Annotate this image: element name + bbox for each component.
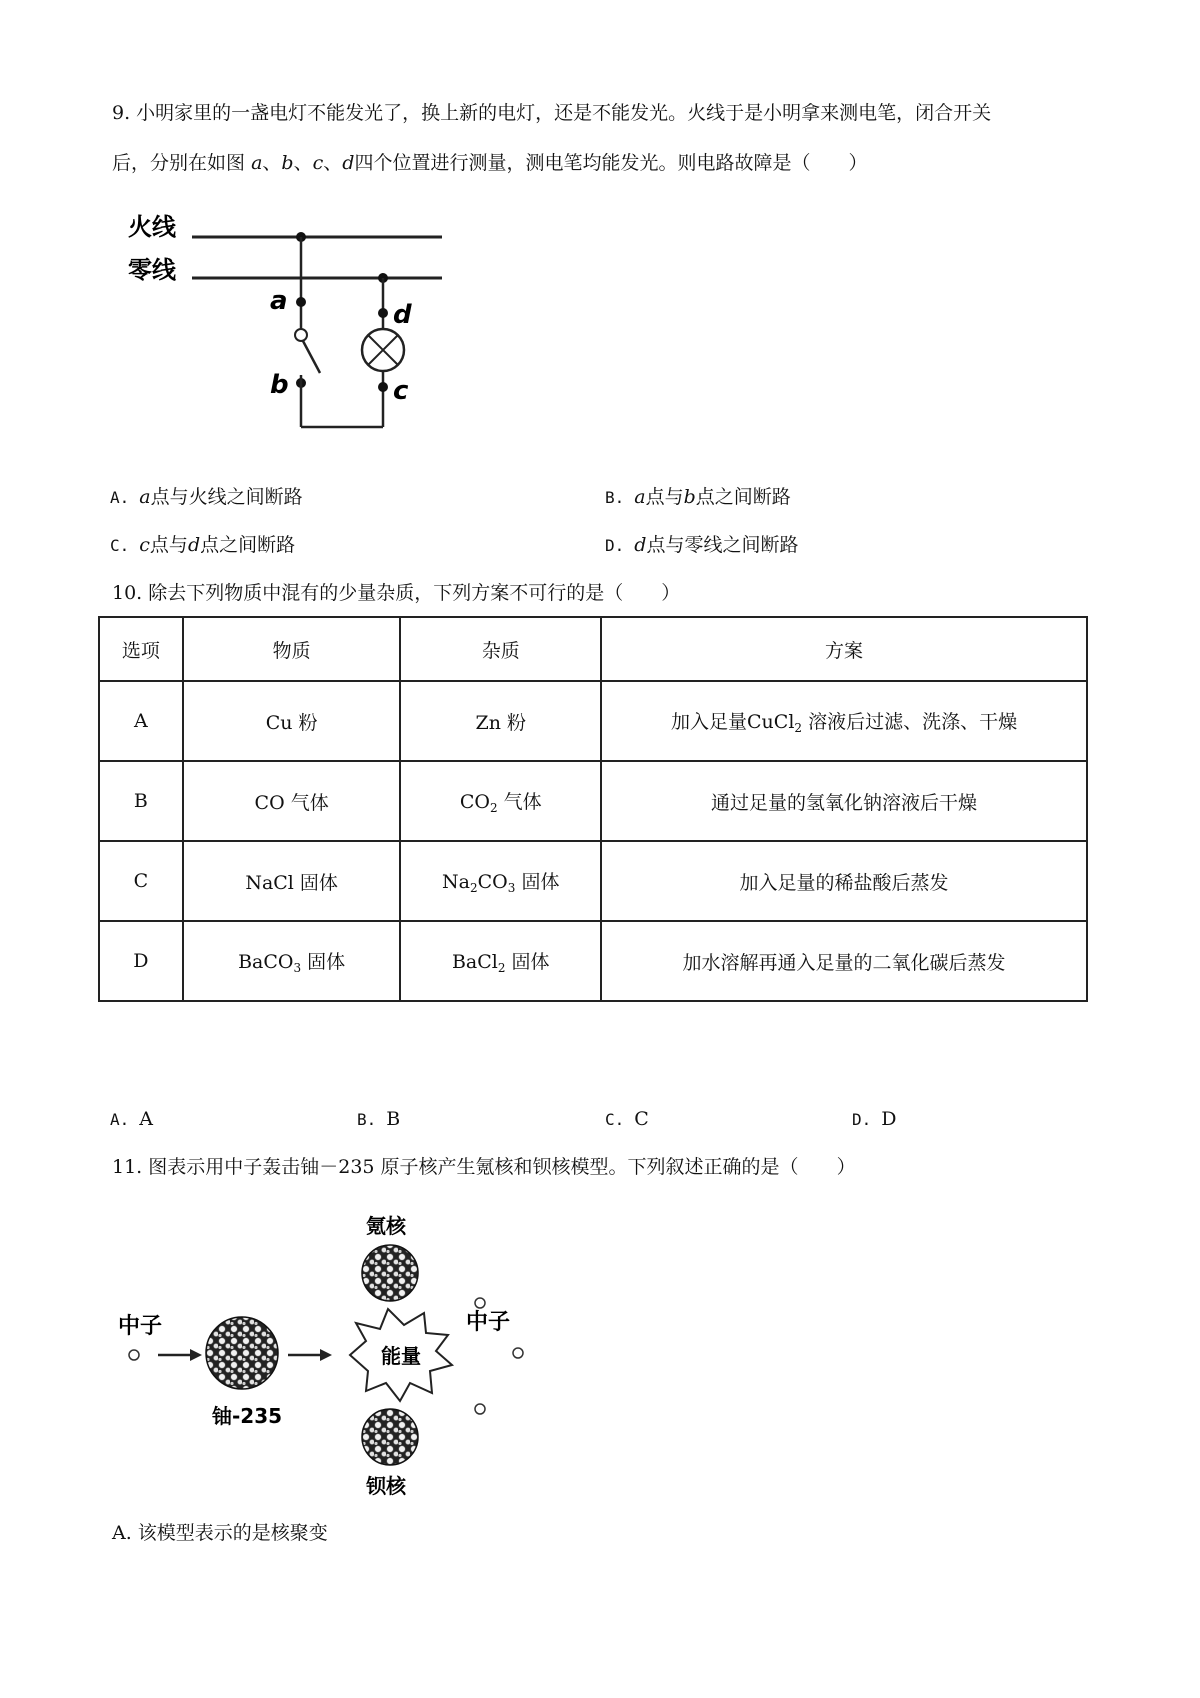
point-d-label: d — [393, 300, 412, 330]
q9-option-c-var2: d — [187, 534, 201, 556]
krypton-label: 氪核 — [366, 1214, 406, 1238]
row-a-plan-tail: 溶液后过滤、洗涤、干燥 — [802, 711, 1018, 733]
row-a-plan — [601, 681, 1087, 761]
table-header-row — [99, 617, 1087, 681]
q9-option-b-var2: b — [683, 486, 696, 508]
q9-point-a-var: a — [251, 152, 263, 174]
row-a-impurity-tail: 粉 — [500, 711, 526, 734]
row-d-substance-tail: 固体 — [301, 951, 346, 973]
uranium-nucleus — [206, 1317, 278, 1389]
q9-option-a-key: A. — [110, 488, 130, 507]
q9-option-c-text: 点之间断路 — [200, 534, 296, 556]
q9-option-b[interactable] — [605, 484, 791, 511]
neutron-right-1 — [475, 1298, 485, 1308]
q9-option-a-var: a — [139, 486, 151, 508]
row-b-substance-tail: 气体 — [284, 791, 329, 814]
neutron-right-3 — [475, 1404, 485, 1414]
row-b-impurity-sub: 2 — [489, 801, 498, 815]
q9-option-b-mid: 点与 — [645, 486, 684, 508]
q9-option-c-mid: 点与 — [149, 534, 188, 556]
neutral-wire-label: 零线 — [128, 256, 176, 284]
row-d-impurity-tail: 固体 — [505, 951, 550, 973]
row-a-substance-tail: 粉 — [292, 711, 318, 734]
q9-option-a[interactable] — [110, 484, 303, 511]
table-row — [99, 761, 1087, 841]
row-a-impurity-formula: Zn — [475, 711, 501, 734]
q10-option-a[interactable] — [110, 1106, 153, 1133]
energy-label: 能量 — [381, 1344, 421, 1368]
q9-stem-line1: 9. 小明家里的一盏电灯不能发光了，换上新的电灯，还是不能发光。火线于是小明拿来测电笔，闭合开关 — [112, 102, 992, 124]
table-row — [99, 681, 1087, 761]
row-c-substance-formula: NaCl — [245, 871, 294, 894]
row-c-impurity-formula2: CO — [477, 871, 508, 893]
q9-stem-line2-a: 后，分别在如图 — [112, 152, 246, 174]
row-c-substance — [183, 841, 401, 921]
q9-option-b-text: 点之间断路 — [695, 486, 791, 508]
q10-stem: 10. 除去下列物质中混有的少量杂质，下列方案不可行的是（ ） — [112, 582, 681, 604]
q10-option-c-text: C — [634, 1108, 649, 1130]
point-c-label: c — [393, 376, 409, 406]
q9-stem-line2: 后，分别在如图 a、b、c、d四个位置进行测量，测电笔均能发光。则电路故障是（ ） — [112, 152, 868, 174]
q10-option-a-key: A. — [110, 1110, 130, 1129]
q10-option-d-key: D. — [852, 1110, 872, 1129]
q9-option-c[interactable] — [110, 532, 295, 559]
row-a-option: A — [99, 681, 183, 761]
q10-option-b-text: B — [386, 1108, 401, 1130]
row-c-impurity-sub: 2 — [470, 881, 478, 895]
row-d-impurity — [400, 921, 601, 1001]
q9-point-d-var: d — [342, 152, 355, 174]
row-d-substance — [183, 921, 401, 1001]
barium-label: 钡核 — [366, 1474, 406, 1498]
q9-stem-line2-b: 四个位置进行测量，测电笔均能发光。则电路故障是（ ） — [354, 152, 868, 174]
barium-nucleus — [362, 1409, 418, 1465]
q10-option-b-key: B. — [357, 1110, 377, 1129]
uranium-label: 铀-235 — [212, 1404, 283, 1428]
q10-option-b[interactable] — [357, 1106, 400, 1133]
point-c-dot — [378, 382, 388, 392]
circuit-diagram — [120, 205, 460, 455]
row-b-plan: 通过足量的氢氧化钠溶液后干燥 — [601, 761, 1087, 841]
q10-option-a-text: A — [139, 1108, 153, 1130]
row-b-impurity-tail: 气体 — [497, 791, 542, 813]
row-d-impurity-formula: BaCl — [451, 951, 498, 973]
row-a-substance — [183, 681, 401, 761]
q9-option-b-key: B. — [605, 488, 625, 507]
point-a-label: a — [270, 286, 288, 316]
header-impurity: 杂质 — [400, 617, 601, 681]
neutron-right-2 — [513, 1348, 523, 1358]
row-b-impurity — [400, 761, 601, 841]
neutron-left — [129, 1350, 139, 1360]
q9-option-b-var: a — [634, 486, 646, 508]
row-c-impurity-formula: Na — [442, 871, 470, 893]
q10-option-c-key: C. — [605, 1110, 625, 1129]
point-d-dot — [378, 308, 388, 318]
row-c-impurity-tail: 固体 — [515, 871, 560, 893]
row-b-option: B — [99, 761, 183, 841]
row-a-substance-formula: Cu — [265, 711, 293, 734]
q10-option-d-text: D — [881, 1108, 897, 1130]
q9-option-d[interactable] — [605, 532, 798, 559]
q9-option-c-key: C. — [110, 536, 130, 555]
row-d-impurity-sub: 2 — [497, 961, 506, 975]
q9-option-d-var: d — [634, 534, 647, 556]
row-b-substance-formula: CO — [254, 791, 285, 814]
point-b-label: b — [270, 370, 289, 400]
q11-stem: 11. 图表示用中子轰击铀－235 原子核产生氪核和钡核模型。下列叙述正确的是（ ） — [112, 1156, 856, 1178]
row-d-substance-formula: BaCO — [238, 951, 294, 973]
q9-point-b-var: b — [281, 152, 294, 174]
table-row — [99, 841, 1087, 921]
q9-option-d-key: D. — [605, 536, 625, 555]
row-c-option: C — [99, 841, 183, 921]
row-b-impurity-formula: CO — [459, 791, 490, 813]
row-c-impurity-sub2: 3 — [507, 881, 516, 895]
header-option: 选项 — [99, 617, 183, 681]
fission-diagram — [110, 1205, 550, 1505]
neutron-right-label: 中子 — [466, 1310, 511, 1335]
header-plan: 方案 — [601, 617, 1087, 681]
switch-blade — [303, 341, 320, 373]
row-a-impurity — [400, 681, 601, 761]
row-c-plan: 加入足量的稀盐酸后蒸发 — [601, 841, 1087, 921]
row-d-plan: 加水溶解再通入足量的二氧化碳后蒸发 — [601, 921, 1087, 1001]
q10-option-d[interactable] — [852, 1106, 897, 1133]
arrow-outgoing-head — [320, 1349, 332, 1361]
krypton-nucleus — [362, 1245, 418, 1301]
row-d-option: D — [99, 921, 183, 1001]
row-a-plan-chem: CuCl — [747, 711, 795, 733]
q9-option-d-text: 点与零线之间断路 — [646, 534, 799, 556]
arrow-incoming-head — [190, 1349, 202, 1361]
q10-table — [98, 616, 1088, 1002]
header-substance: 物质 — [183, 617, 401, 681]
row-a-plan-sub: 2 — [794, 721, 803, 735]
live-wire-label: 火线 — [128, 213, 176, 241]
q9-option-c-var: c — [139, 534, 150, 556]
q9-point-c-var: c — [312, 152, 324, 174]
q9-option-a-text: 点与火线之间断路 — [150, 486, 303, 508]
q11-option-a[interactable]: A. 该模型表示的是核聚变 — [112, 1522, 328, 1544]
table-row — [99, 921, 1087, 1001]
neutron-left-label: 中子 — [118, 1314, 163, 1339]
switch-pivot — [295, 329, 307, 341]
row-a-plan-head: 加入足量 — [671, 711, 748, 733]
row-c-impurity — [400, 841, 601, 921]
row-c-substance-tail: 固体 — [293, 871, 338, 894]
point-a-dot — [296, 297, 306, 307]
q10-option-c[interactable] — [605, 1106, 649, 1133]
row-b-substance — [183, 761, 401, 841]
row-d-substance-sub: 3 — [293, 961, 302, 975]
